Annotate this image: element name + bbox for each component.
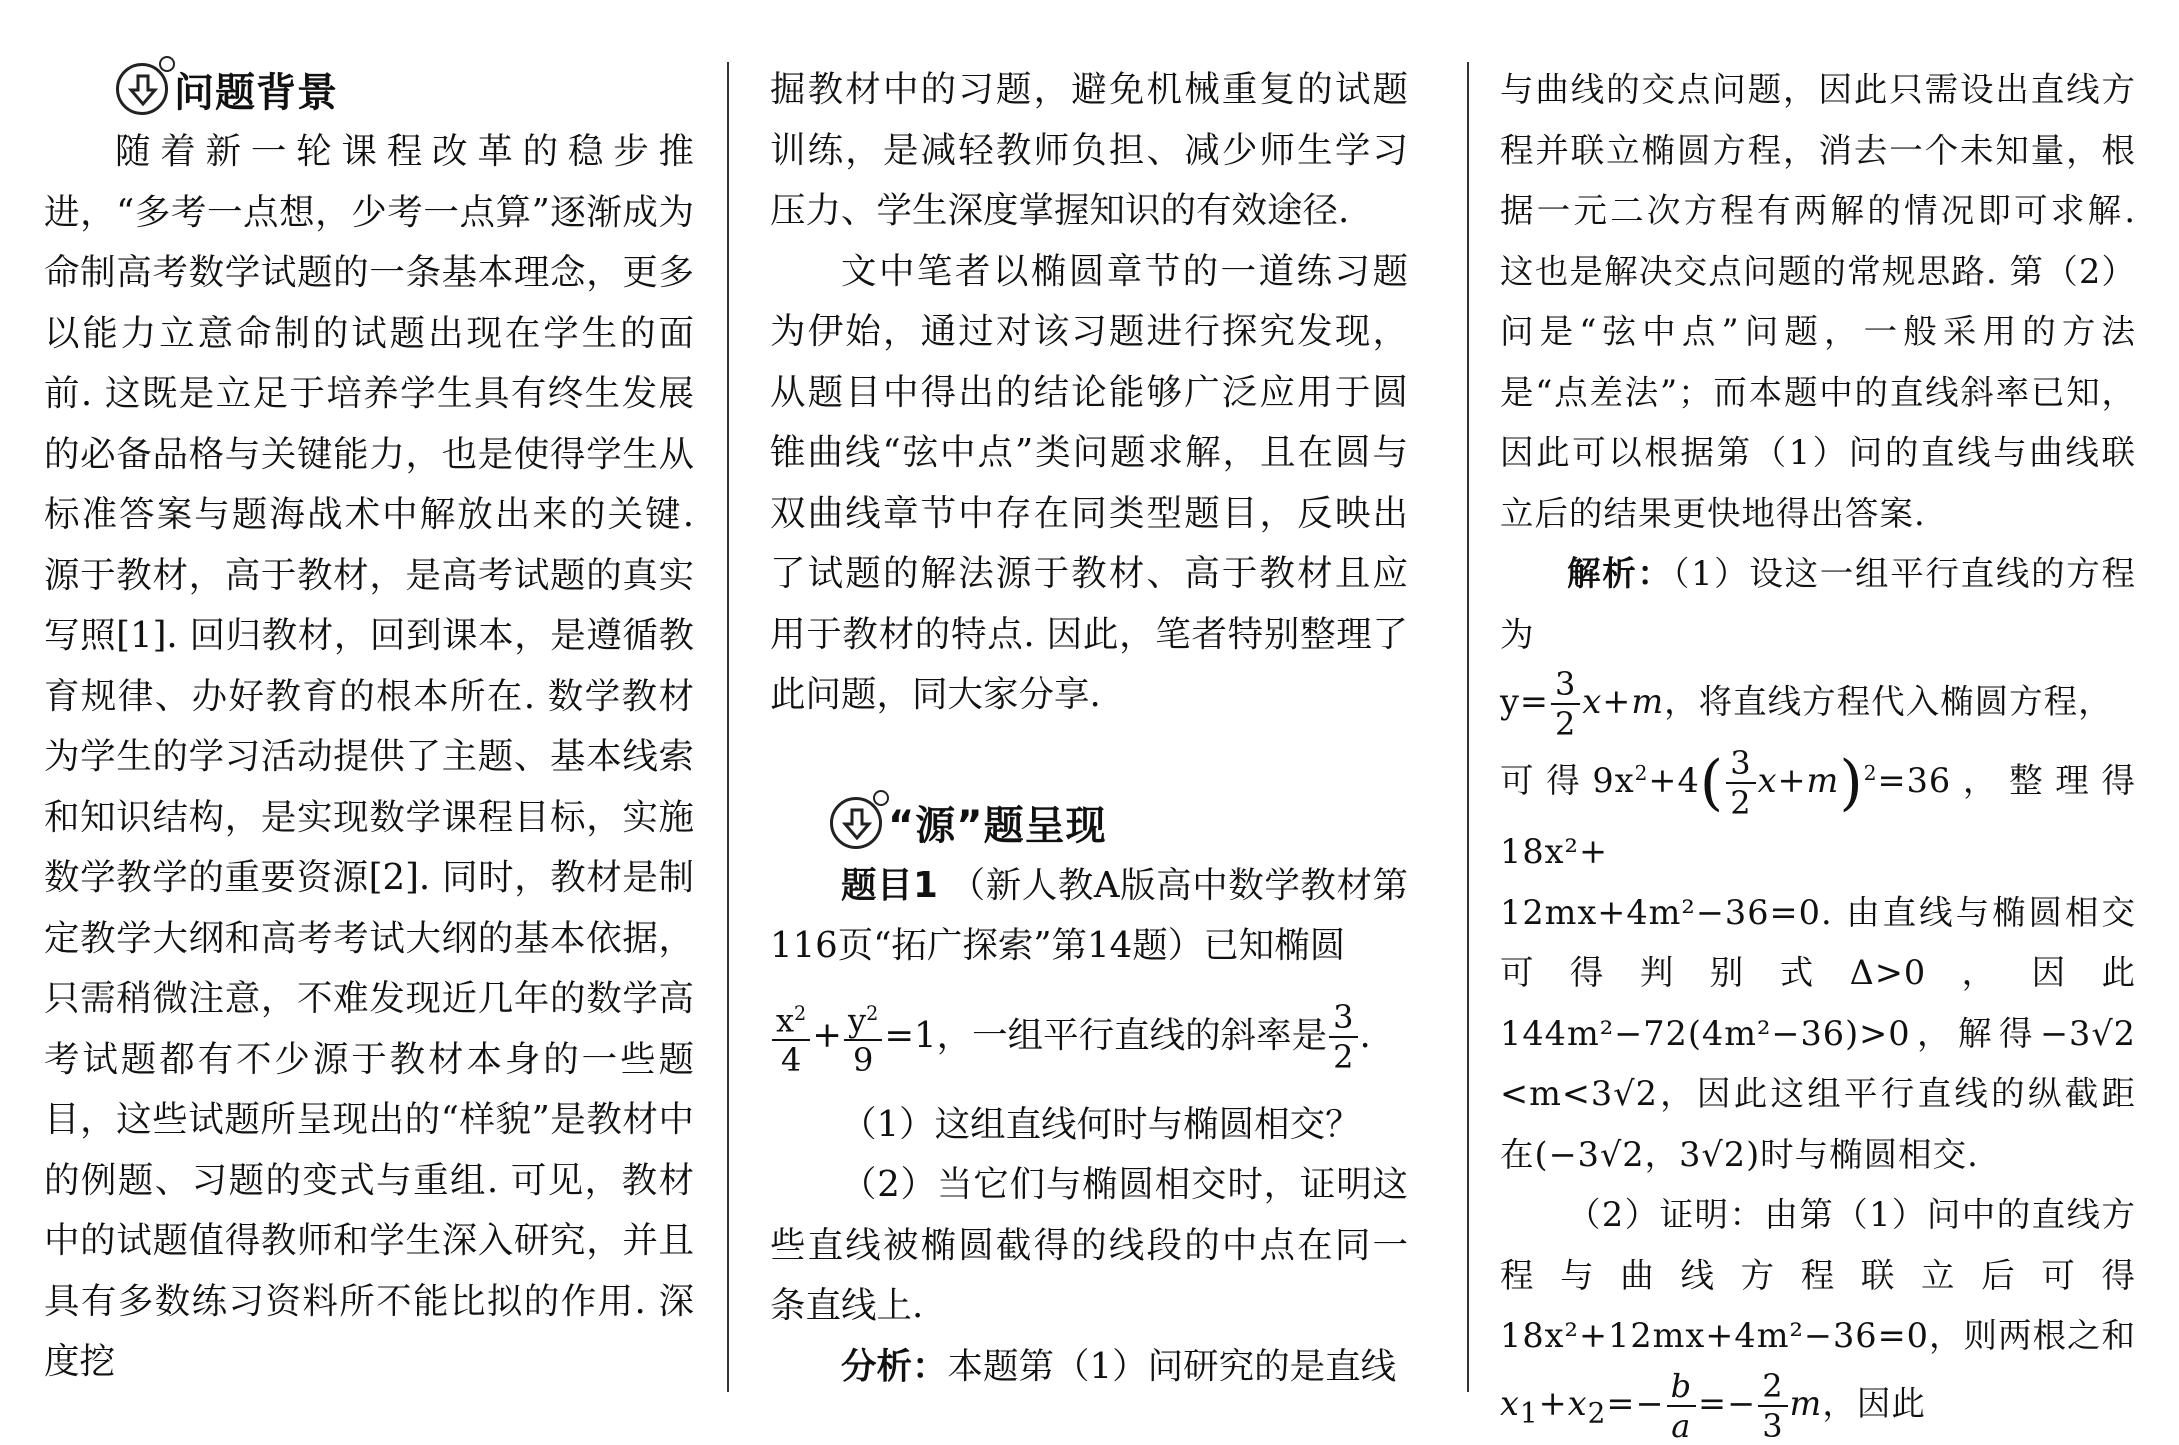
discriminant-text: 12mx+4m²−36=0. 由直线与椭圆相交可得判别式Δ>0，因此144m²−72(4m²−36)>0，解得−3√2 <m<3√2，因此这组平行直线的纵截距在(−3√2，3√2)时与椭圆相交. [1500, 892, 2136, 1174]
section-title: “源”题呈现 [888, 803, 1107, 849]
body-paragraph: 掘教材中的习题，避免机械重复的试题训练，是减轻教师负担、减少师生学习压力、学生深度掌握知识的有效途径. [770, 69, 1408, 231]
down-arrow-icon [830, 797, 882, 849]
section-heading-background [116, 56, 694, 122]
problem-label: 题目1 [841, 864, 938, 906]
column-right [1500, 60, 2136, 1445]
root-sum-equation: $x_1+x_2=-$ $\frac{b}{a}$ =− $\frac{2}{3}$ m，因此 [1500, 1366, 1926, 1445]
column-divider [727, 62, 729, 1392]
column-middle [770, 60, 1408, 1397]
body-paragraph: 随着新一轮课程改革的稳步推进，“多考一点想，少考一点算”逐渐成为命制高考数学试题的一条基本理念，更多以能力立意命制的试题出现在学生的面前. 这既是立足于培养学生具有终生发展的必备品格与关键能力，也是使得学生从标准答案与题海战术中解放出来的关键. 源于教材，高于教材，是高考试题的真实写照[1]. 回归教材，回到课本，是遵循教育规律、办好教育的根本所在. 数学教材为学生的学习活动提供了主题、基本线索和知识结构，是实现数学课程目标，实施数学教学的重要资源[2]. 同时，教材是制定教学大纲和高考考试大纲的基本依据，只需稍微注意，不难发现近几年的数学高考试题都有不少源于教材本身的一些题目，这些试题所呈现出的“样貌”是教材中的例题、习题的变式与重组. 可见，教材中的试题值得教师和学生深入研究，并且具有多数练习资料所不能比拟的作用. 深度挖 [44, 131, 694, 1382]
down-arrow-icon [116, 63, 168, 115]
problem-statement: 题目1 （新人教A版高中数学教材第116页“拓广探索”第14题）已知椭圆 [770, 864, 1408, 966]
section-heading-source-problem [830, 790, 1408, 856]
section-title: 问题背景 [174, 69, 338, 116]
line-equation: y= $\frac{3}{2}$ x+m，将直线方程代入椭圆方程， [1500, 665, 2113, 743]
column-left [44, 56, 694, 1393]
question-2: （2）当它们与椭圆相交时，证明这些直线被椭圆截得的线段的中点在同一条直线上. [770, 1164, 1408, 1326]
solution-part1: 解析：（1）设这一组平行直线的方程为 [1500, 554, 2136, 654]
body-paragraph: 文中笔者以椭圆章节的一道练习题为伊始，通过对该习题进行探究发现，从题目中得出的结论能够广泛应用于圆锥曲线“弦中点”类问题求解，且在圆与双曲线章节中存在同类型题目，反映出了试题的解法源于教材、高于教材且应用于教材的特点. 因此，笔者特别整理了此问题，同大家分享. [770, 250, 1408, 715]
analysis: 分析：本题第（1）问研究的是直线 [841, 1345, 1397, 1387]
ellipse-equation: $\frac{x^2}{4}$ + $\frac{y^2}{9}$ =1，一组平行直线的斜率是 $\frac{3}{2}$ . [770, 977, 1408, 1095]
question-1: （1）这组直线何时与椭圆相交？ [841, 1103, 1361, 1145]
body-paragraph: 与曲线的交点问题，因此只需设出直线方程并联立椭圆方程，消去一个未知量，根据一元二次方程有两解的情况即可求解. 这也是解决交点问题的常规思路. 第（2）问是“弦中点”问题，一般采用的方法是“点差法”；而本题中的直线斜率已知，因此可以根据第（1）问的直线与曲线联立后的结果更快地得出答案. [1500, 70, 2136, 533]
column-divider [1467, 62, 1469, 1392]
substitution-equation: 可得$9x^2+4$( $\frac{3}{2}$ x+m)$^2$=36，整理得18x²+ [1500, 744, 2136, 872]
proof-part2: （2）证明：由第（1）问中的直线方程与曲线方程联立后可得18x²+12mx+4m²−36=0，则两根之和 [1500, 1195, 2136, 1356]
